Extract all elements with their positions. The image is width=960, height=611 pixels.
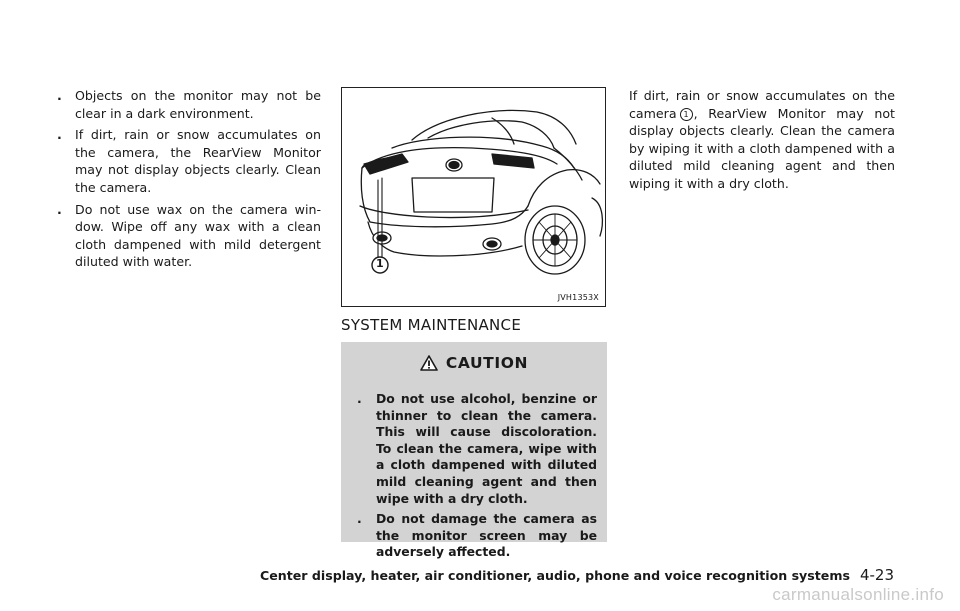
bullet-dot: . <box>57 201 62 217</box>
list-item-text: Objects on the monitor may not be clear in a dark environment. <box>75 88 321 121</box>
callout-number: 1 <box>376 257 384 270</box>
list-item <box>53 201 321 271</box>
page-footer <box>260 566 894 584</box>
bullet-dot: . <box>357 511 362 527</box>
bullet-dot: . <box>357 391 362 406</box>
rear-camera-figure <box>341 87 606 307</box>
bullet-dot: . <box>57 88 62 103</box>
list-item <box>357 391 597 507</box>
warning-triangle-icon <box>420 355 438 371</box>
circled-number-icon: 1 <box>680 108 693 121</box>
bullet-list <box>53 87 321 271</box>
chapter-title: Center display, heater, air conditioner, audio, phone and voice recognition systems <box>259 568 850 583</box>
list-item <box>53 87 321 122</box>
bullet-dot: . <box>57 127 62 143</box>
list-item <box>357 511 597 561</box>
watermark: carmanualsonline.info <box>772 585 944 604</box>
list-item-text: Do not use wax on the camera win- dow. Wipe off any wax with a clean cloth dampened with mild detergent diluted with water. <box>75 201 321 270</box>
caution-list <box>357 391 597 565</box>
paragraph-text: If dirt, rain or snow accumulates on the camera <box>629 88 895 121</box>
paragraph <box>629 87 895 193</box>
car-rear-illustration <box>342 88 605 306</box>
right-column <box>629 87 895 193</box>
list-item <box>53 126 321 196</box>
paragraph-text: , RearView Monitor may not display objects clearly. Clean the camera by wiping it with a cloth dampened with a diluted mild cleaning agent and then wiping it with a dry cloth. <box>629 105 895 191</box>
caution-label: CAUTION <box>445 354 529 372</box>
page-number: 4-23 <box>859 566 894 584</box>
list-item-text: If dirt, rain or snow accumulates on the camera, the RearView Monitor may not display objects clearly. Clean the camera. <box>75 127 321 195</box>
section-title: SYSTEM MAINTENANCE <box>341 316 522 334</box>
left-column <box>53 87 321 275</box>
caution-item-text: Do not use alcohol, benzine or thinner to clean the camera. This will cause discoloration. To clean the camera, wipe with a cloth dampened with diluted mild cleaning agent and then wipe with a dry cloth. <box>376 391 597 506</box>
caution-box <box>341 342 607 560</box>
caution-heading <box>341 354 607 372</box>
figure-code: JVH1353X <box>557 293 599 302</box>
caution-item-text: Do not damage the camera as the monitor screen may be adversely affected. <box>376 511 597 560</box>
